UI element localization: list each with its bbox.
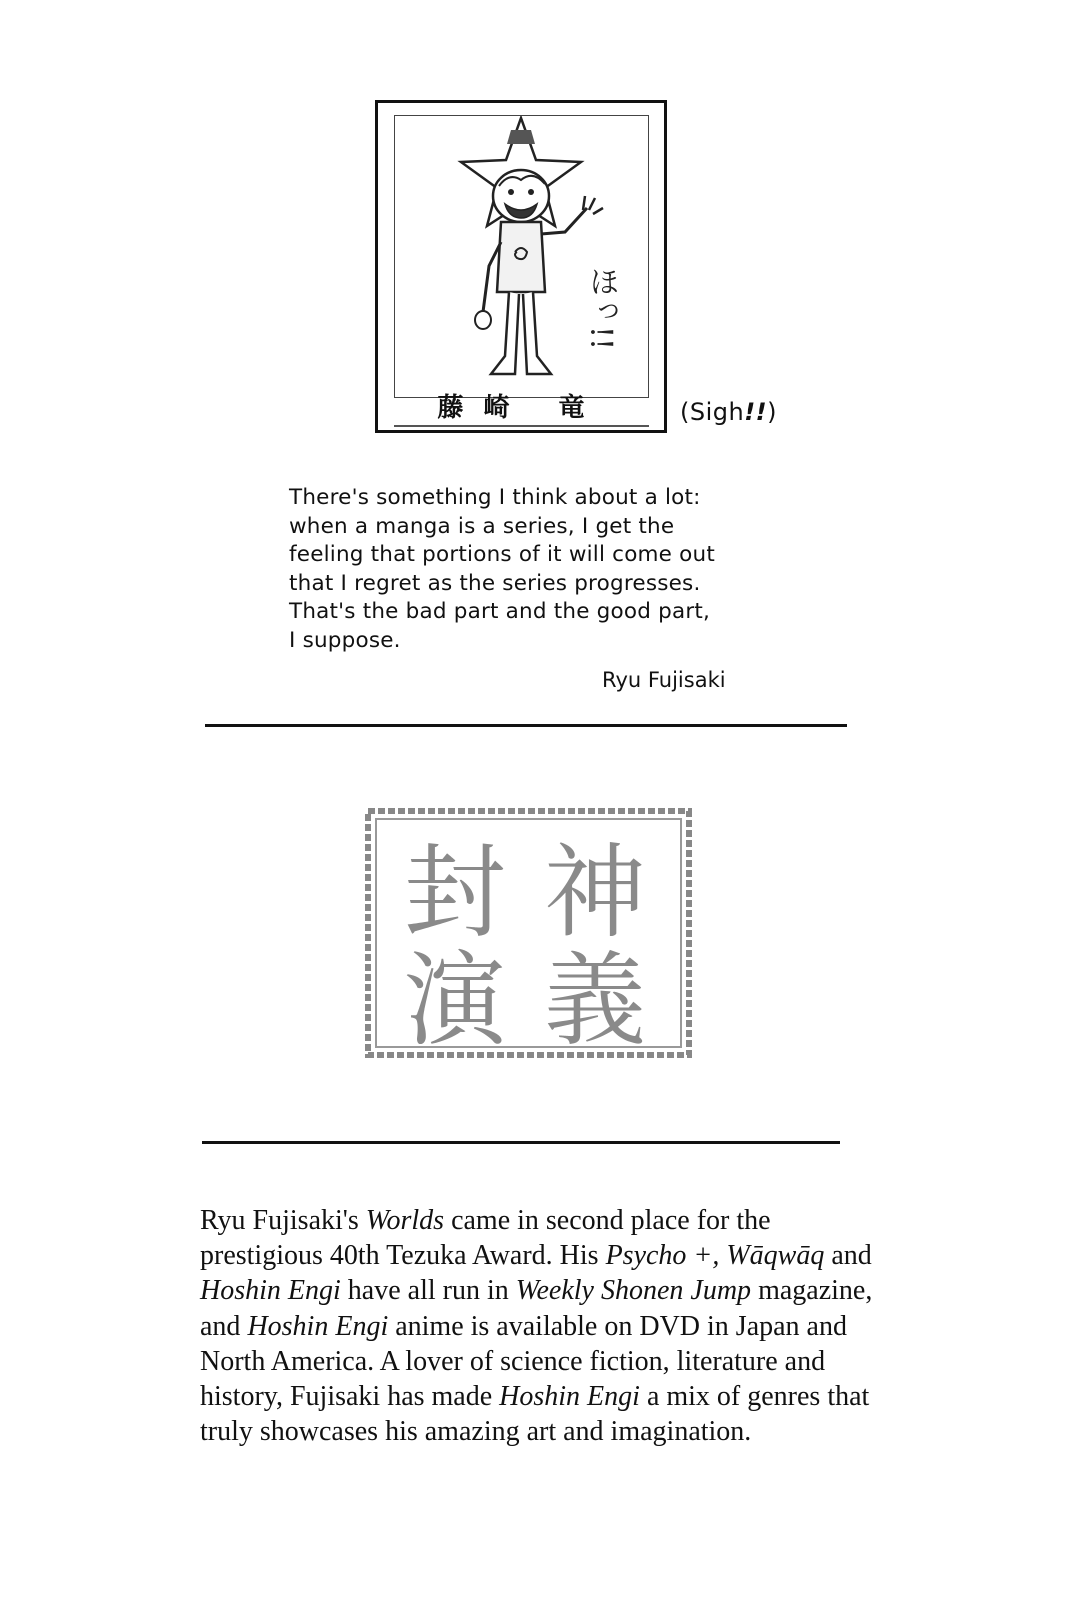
divider-bottom [202, 1141, 840, 1144]
hat-band [507, 130, 535, 144]
quote-line: that I regret as the series progresses. [289, 570, 701, 596]
right-eye [528, 189, 534, 195]
sigh-translation-note [680, 398, 777, 426]
quote-line: I suppose. [289, 627, 401, 653]
quote-line: That's the bad part and the good part, [289, 599, 711, 624]
left-leg [491, 292, 519, 374]
author-self-portrait-illustration [395, 116, 647, 396]
seal-char: 神 [544, 834, 646, 953]
seal-char: 封 [404, 834, 506, 953]
right-leg [523, 292, 551, 374]
sigh-word: Sigh [689, 398, 745, 426]
bio-line: and Hoshin Engi anime is available on DVD in Japan and [200, 1310, 847, 1342]
quote-line: There's something I think about a lot: [289, 485, 701, 510]
sigh-open-paren: ( [680, 398, 690, 426]
hoshin-engi-seal-logo [365, 808, 692, 1058]
author-portrait-frame [375, 100, 667, 433]
quote-line: when a manga is a series, I get the [289, 513, 675, 539]
author-portrait-inner-border [394, 115, 649, 398]
author-name-kanji: 藤崎 竜 [437, 393, 605, 423]
bio-line: Ryu Fujisaki's Worlds came in second place for the [200, 1205, 771, 1236]
exclamation-text: ほっ!! [583, 266, 619, 351]
bio-line: history, Fujisaki has made Hoshin Engi a mix of genres that [200, 1381, 870, 1413]
body [497, 222, 545, 292]
sigh-close-paren: ) [767, 398, 777, 426]
author-bio [200, 1203, 880, 1449]
quote-signature: Ryu Fujisaki [602, 668, 726, 692]
name-underline [394, 425, 649, 427]
left-hand [475, 311, 491, 329]
sigh-exclamation-marks: !! [744, 398, 768, 426]
quote-line: feeling that portions of it will come out [289, 542, 715, 567]
bio-line: North America. A lover of science fiction, literature and [200, 1345, 826, 1377]
seal-char: 演 [404, 942, 506, 1058]
seal-char: 義 [544, 942, 646, 1058]
divider-top [205, 724, 847, 727]
author-quote [289, 484, 789, 655]
bio-line: prestigious 40th Tezuka Award. His Psycho +, Wāqwāq and [200, 1240, 872, 1272]
left-eye [508, 189, 514, 195]
bio-line: Hoshin Engi have all run in Weekly Shonen Jump magazine, [200, 1275, 873, 1307]
bio-line: truly showcases his amazing art and imagination. [200, 1416, 752, 1448]
